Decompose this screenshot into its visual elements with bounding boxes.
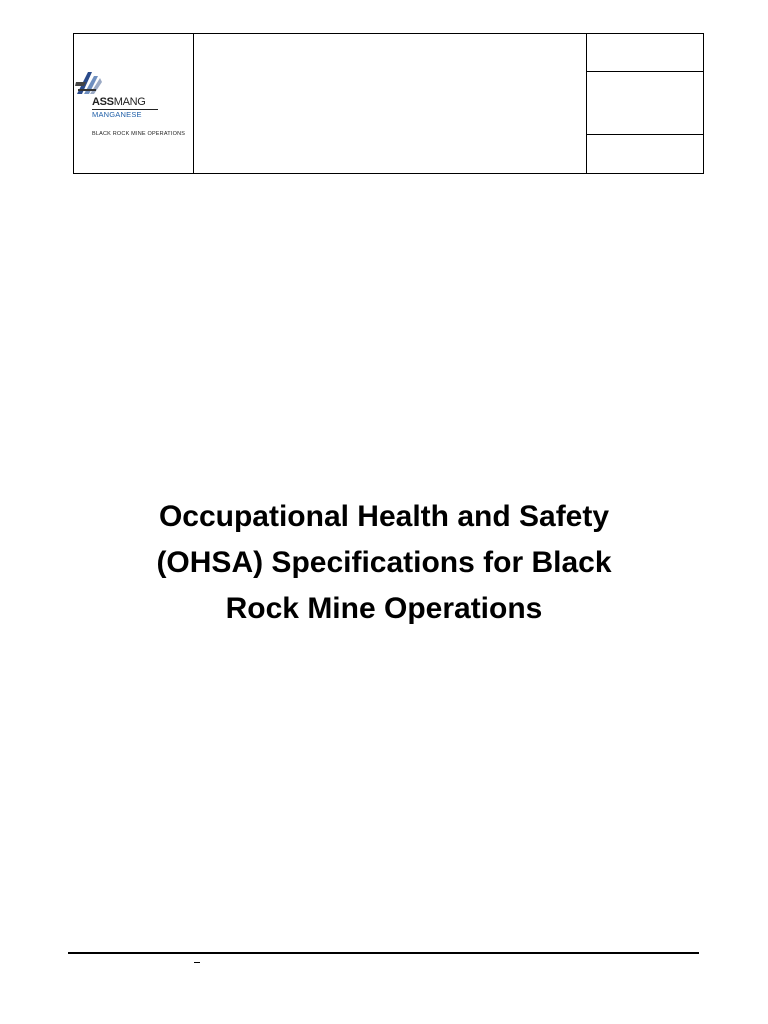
header-right-cell-1 [587, 34, 703, 72]
title-line-3: Rock Mine Operations [225, 592, 543, 625]
logo-brand-bold: ASS [92, 96, 114, 108]
footer-mark [194, 962, 200, 963]
footer-rule [68, 952, 699, 954]
logo-brand-name [92, 96, 146, 108]
header-table [73, 33, 704, 174]
logo-brand-rest: MANG [113, 96, 146, 108]
header-middle-cell [194, 34, 587, 173]
header-right-cell-2 [587, 72, 703, 135]
header-right-column [587, 34, 703, 173]
document-title [84, 494, 684, 632]
title-line-2: (OHSA) Specifications for Black [156, 546, 612, 579]
logo-cell [74, 34, 194, 173]
header-right-cell-3 [587, 135, 703, 173]
assmang-logo-icon [74, 68, 104, 98]
logo-operations: BLACK ROCK MINE OPERATIONS [92, 131, 186, 137]
logo-subtitle: MANGANESE [92, 110, 142, 119]
title-line-1: Occupational Health and Safety [158, 500, 610, 533]
